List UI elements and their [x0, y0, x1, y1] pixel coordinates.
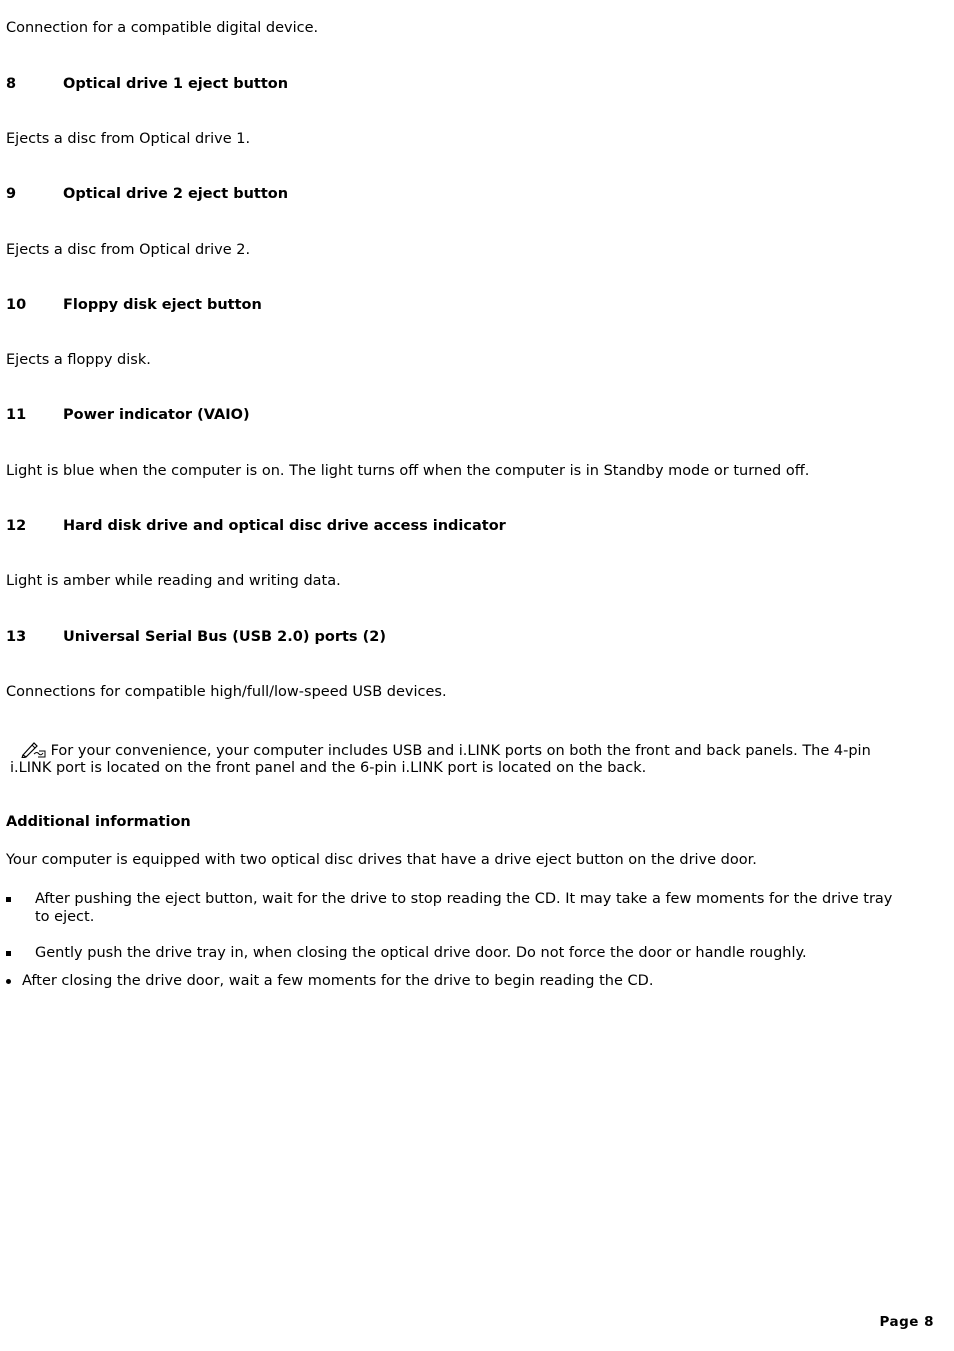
item-heading-8	[0, 75, 940, 93]
item-number: 12	[6, 518, 27, 534]
item-heading-13	[0, 628, 940, 646]
additional-intro: Your computer is equipped with two optical disc drives that have a drive eject button on the drive door.	[6, 852, 757, 868]
item-title: Hard disk drive and optical disc drive access indicator	[63, 518, 506, 534]
item-description-13: Connections for compatible high/full/low-speed USB devices.	[6, 684, 447, 700]
item-heading-9	[0, 185, 940, 203]
item-number: 13	[6, 629, 27, 645]
list-item-text: Gently push the drive tray in, when closing the optical drive door. Do not force the door or handle roughly.	[35, 945, 807, 961]
item-description-12: Light is amber while reading and writing data.	[6, 573, 341, 589]
item-number: 9	[6, 186, 17, 202]
item-title: Universal Serial Bus (USB 2.0) ports (2)	[63, 629, 386, 645]
item-heading-11	[0, 406, 940, 424]
item-description-8: Ejects a disc from Optical drive 1.	[6, 131, 251, 147]
item-title: Optical drive 1 eject button	[63, 76, 289, 92]
additional-heading: Additional information	[6, 814, 191, 830]
note-text: For your convenience, your computer includes USB and i.LINK ports on both the front and back panels. The 4-pin i.LINK port is located on the front panel and the 6-pin i.LINK port is located on the back.	[10, 743, 871, 776]
item-title: Optical drive 2 eject button	[63, 186, 289, 202]
note-box	[10, 740, 910, 777]
square-bullet-icon	[6, 897, 11, 902]
note-pencil-icon	[20, 740, 46, 758]
item-title: Floppy disk eject button	[63, 297, 262, 313]
list-item-text: After closing the drive door, wait a few moments for the drive to begin reading the CD.	[22, 973, 654, 989]
item-heading-12	[0, 517, 940, 535]
item-number: 11	[6, 407, 27, 423]
item-description-11: Light is blue when the computer is on. The light turns off when the computer is in Standby mode or turned off.	[6, 463, 810, 479]
round-bullet-icon	[6, 979, 11, 984]
item-description-9: Ejects a disc from Optical drive 2.	[6, 242, 251, 258]
item-description-10: Ejects a floppy disk.	[6, 352, 151, 368]
square-bullet-icon	[6, 951, 11, 956]
intro-text: Connection for a compatible digital device.	[6, 20, 319, 36]
item-number: 10	[6, 297, 27, 313]
item-number: 8	[6, 76, 17, 92]
item-heading-10	[0, 296, 940, 314]
item-title: Power indicator (VAIO)	[63, 407, 250, 423]
list-item-text: After pushing the eject button, wait for the drive to stop reading the CD. It may take a few moments for the drive tray to eject.	[35, 891, 893, 925]
page-number: Page 8	[879, 1314, 934, 1330]
